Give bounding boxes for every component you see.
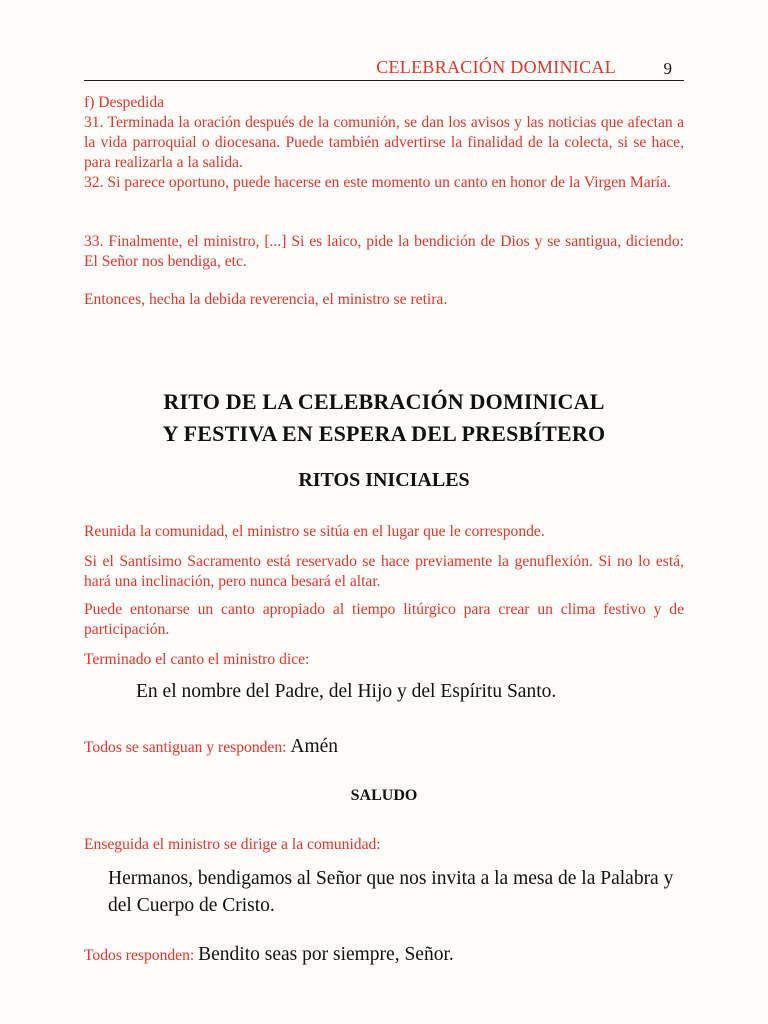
page-number: 9 (663, 59, 672, 78)
page-header (84, 56, 684, 81)
running-title: CELEBRACIÓN DOMINICAL (376, 57, 616, 77)
paragraph-32: 32. Si parece oportuno, puede hacerse en este momento un canto en honor de la Virgen María. (84, 174, 671, 191)
spoken-invocation: En el nombre del Padre, del Hijo y del Espíritu Santo. (136, 681, 557, 702)
response-line-2 (84, 941, 684, 968)
despedida-section (84, 93, 684, 193)
response-bendito: Bendito seas por siempre, Señor. (198, 944, 454, 965)
rubric-3-block (84, 600, 684, 640)
closing-rubric: Entonces, hecha la debida reverencia, el ministro se retira. (84, 291, 448, 308)
saludo-rubric-block (84, 835, 684, 855)
rubric-1-block (84, 522, 684, 542)
rubric-1: Reunida la comunidad, el ministro se sitúa en el lugar que le corresponde. (84, 523, 545, 540)
rite-title-line1: RITO DE LA CELEBRACIÓN DOMINICAL (163, 389, 605, 414)
ritos-iniciales-heading: RITOS INICIALES (298, 469, 470, 491)
rite-title-line2: Y FESTIVA EN ESPERA DEL PRESBÍTERO (162, 421, 606, 446)
paragraph-33: 33. Finalmente, el ministro, [...] Si es laico, pide la bendición de Dios y se santigua, diciendo: El Señor nos bendiga, etc. (84, 233, 684, 270)
rite-title (84, 386, 684, 450)
rubric-4-block (84, 650, 684, 670)
response-line-1 (84, 733, 684, 760)
response-amen: Amén (290, 736, 339, 757)
despedida-heading: f) Despedida (84, 94, 165, 111)
rubric-2: Si el Santísimo Sacramento está reservado se hace previamente la genuflexión. Si no lo está, hará una inclinación, pero nunca besará el altar. (84, 553, 684, 590)
saludo-spoken: Hermanos, bendigamos al Señor que nos invita a la mesa de la Palabra y del Cuerpo de Cristo. (108, 868, 674, 916)
response-intro-1: Todos se santiguan y responden: (84, 739, 287, 756)
rubric-2-block (84, 552, 684, 592)
rubric-4: Terminado el canto el ministro dice: (84, 651, 310, 668)
rubric-3: Puede entonarse un canto apropiado al tiempo litúrgico para crear un clima festivo y de participación. (84, 601, 684, 638)
saludo-heading: SALUDO (350, 787, 418, 804)
closing-block (84, 290, 684, 310)
response-intro-2: Todos responden: (84, 947, 195, 964)
paragraph-31: 31. Terminada la oración después de la comunión, se dan los avisos y las noticias que afectan a la vida parroquial o diocesana. Puede también advertirse la finalidad de la colecta, si se hace, para realizarla a la salida. (84, 114, 684, 171)
saludo-rubric: Enseguida el ministro se dirige a la comunidad: (84, 836, 381, 853)
paragraph-33-block (84, 232, 684, 272)
